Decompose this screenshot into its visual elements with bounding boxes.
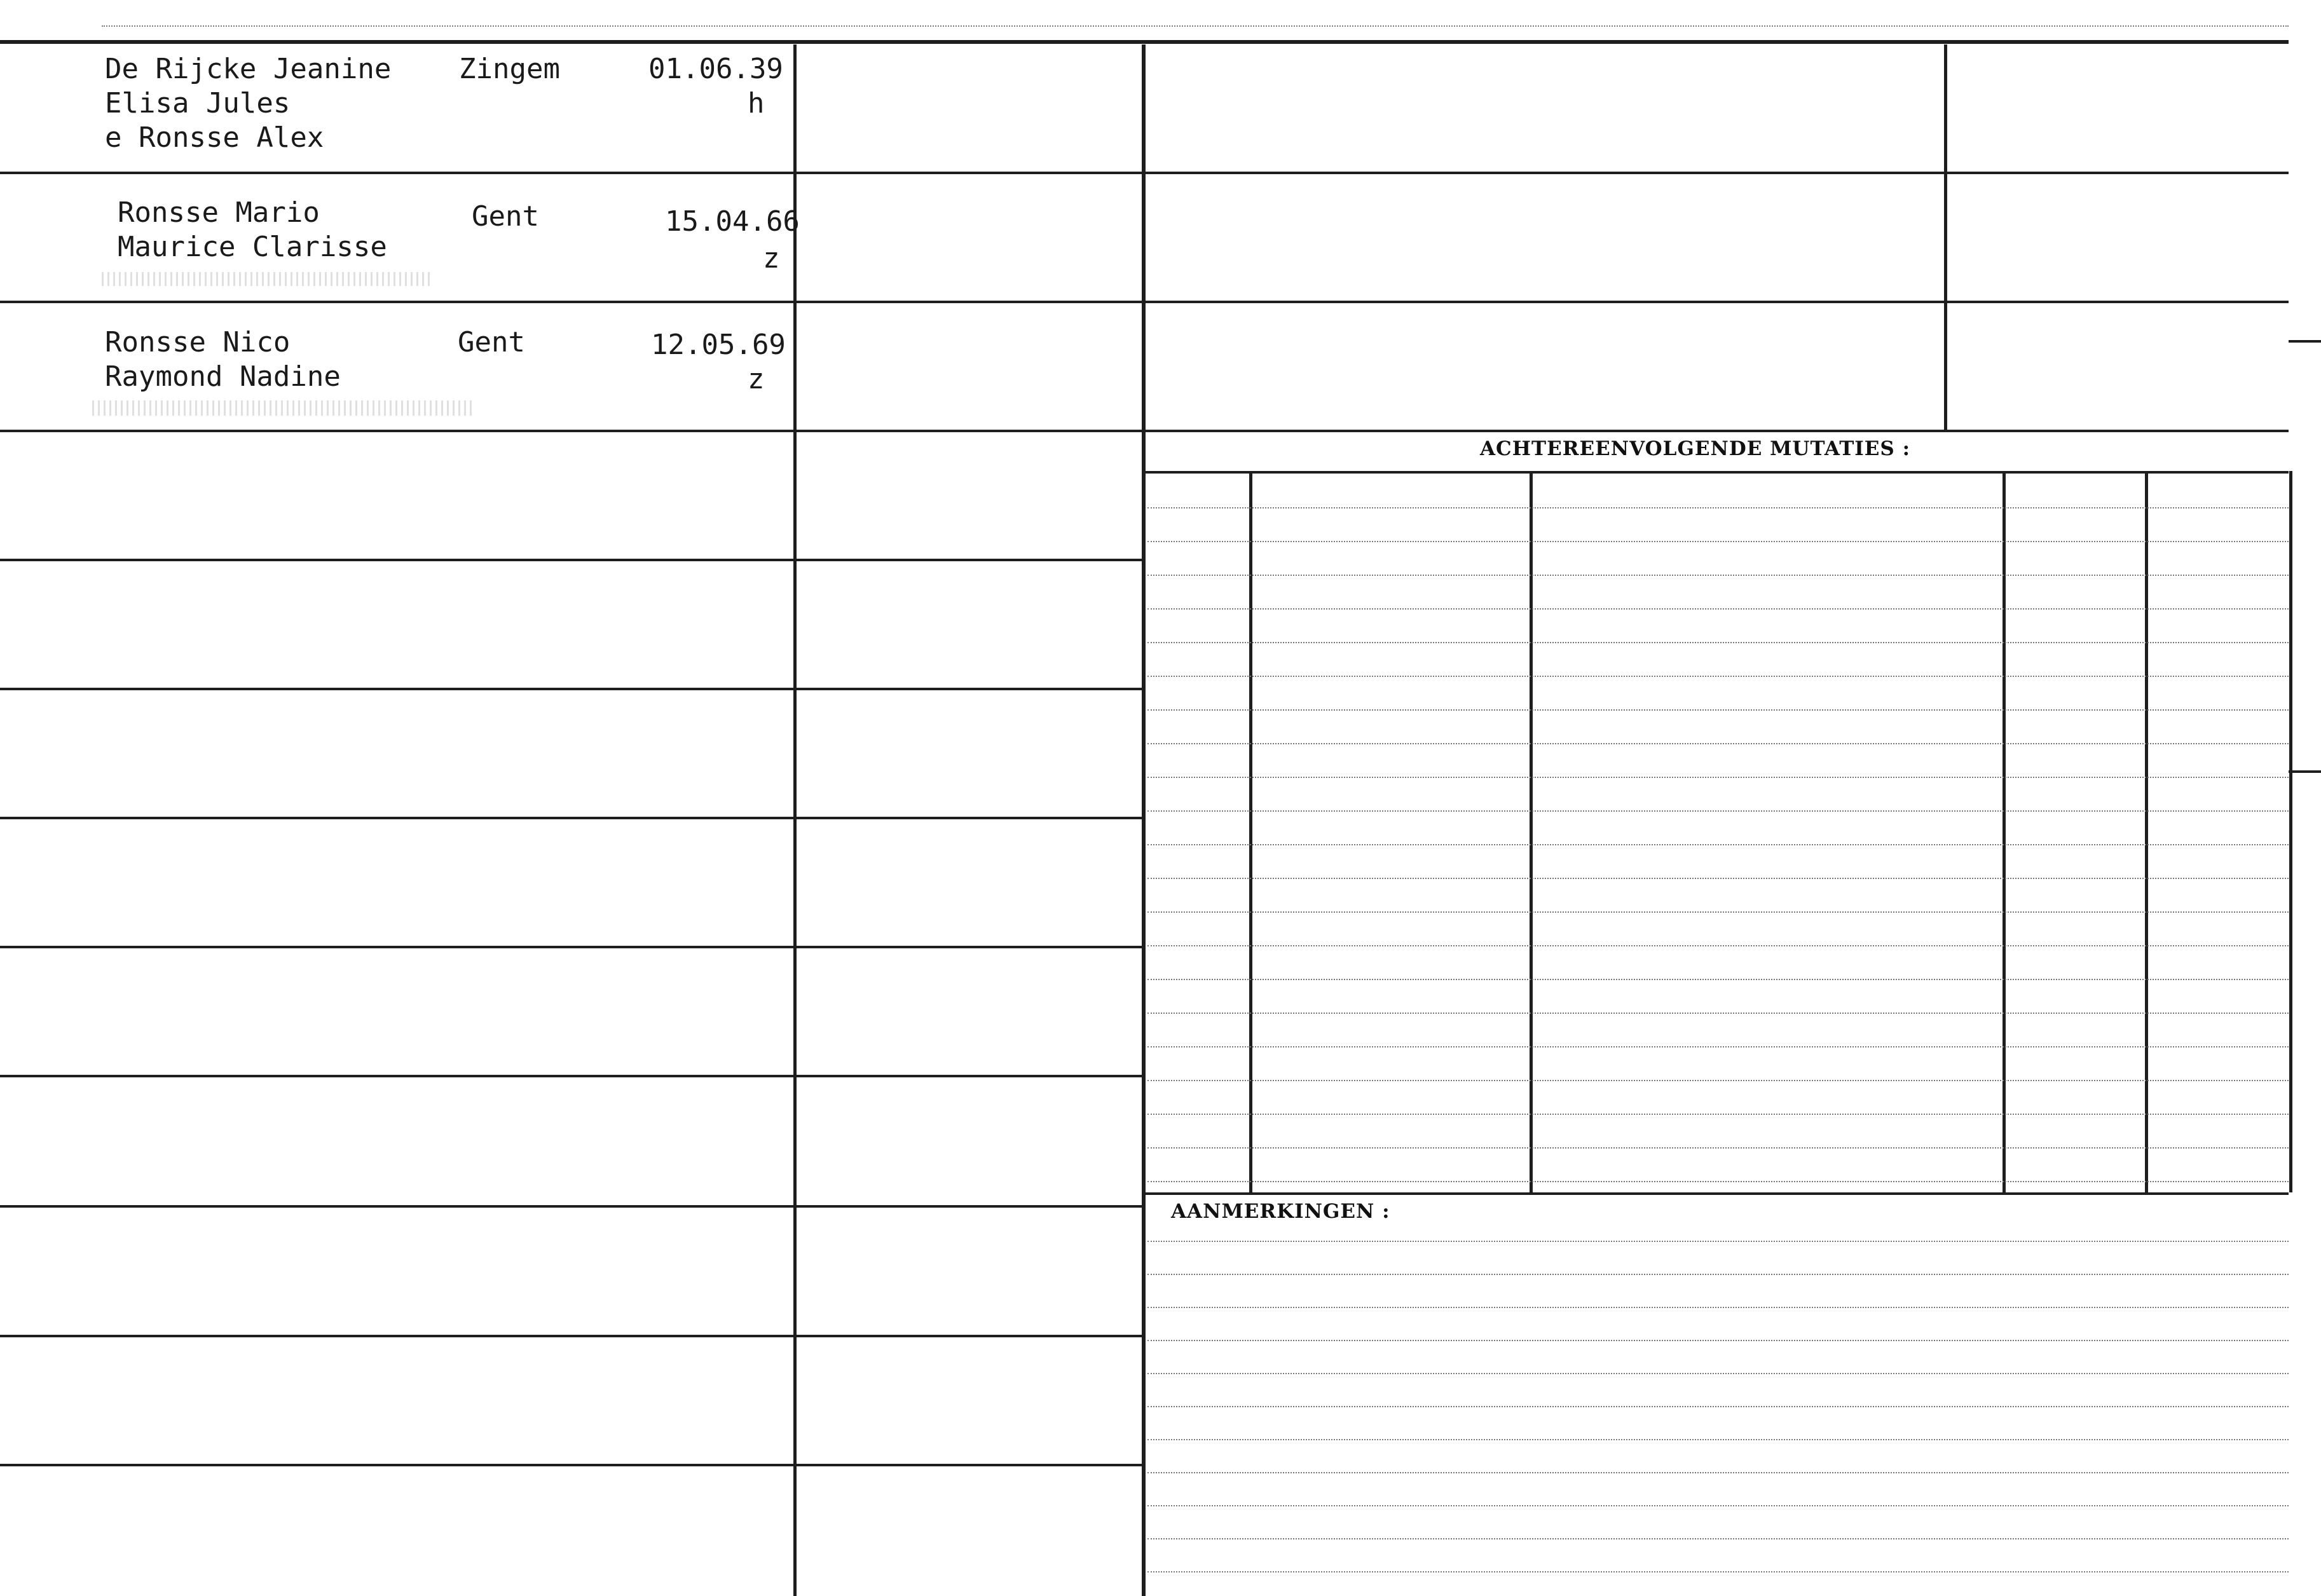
row-line — [0, 172, 1144, 174]
ruled-line — [1147, 1080, 2289, 1081]
record-code: z — [748, 363, 765, 395]
mutations-column-divider — [2145, 471, 2148, 1192]
record-name-line: Ronsse Nico — [105, 326, 291, 358]
record-date: 15.04.66 — [665, 205, 800, 238]
record-name-line: De Rijcke Jeanine — [105, 53, 392, 85]
mutations-table-bottom — [1144, 1192, 2289, 1195]
margin-tick — [2289, 340, 2321, 343]
record-place: Gent — [458, 326, 525, 358]
ruled-line — [1147, 1340, 2289, 1341]
margin-tick — [2289, 770, 2321, 773]
row-line — [0, 1075, 1144, 1077]
ruled-line — [1147, 844, 2289, 845]
mutations-column-divider — [2289, 471, 2292, 1192]
smudged-line — [102, 272, 432, 286]
ruled-line — [1147, 1046, 2289, 1047]
ruled-line — [1147, 945, 2289, 946]
ruled-line — [1147, 575, 2289, 576]
ruled-line — [1147, 878, 2289, 879]
ruled-line — [1147, 1241, 2289, 1242]
ruled-line — [1147, 1505, 2289, 1506]
ruled-line — [1147, 1013, 2289, 1014]
row-line — [0, 688, 1144, 690]
record-name-line: Maurice Clarisse — [118, 231, 387, 263]
ruled-line — [1147, 777, 2289, 778]
record-date: 01.06.39 — [648, 53, 783, 85]
record-name-line: Elisa Jules — [105, 87, 291, 119]
ruled-line — [1147, 676, 2289, 677]
record-code: h — [748, 87, 765, 119]
row-line — [1144, 172, 2289, 174]
mutations-column-divider — [2003, 471, 2006, 1192]
ruled-line — [1147, 1114, 2289, 1115]
record-code: z — [763, 242, 780, 275]
ruled-line — [1147, 1571, 2289, 1572]
row-line — [0, 946, 1144, 948]
ruled-line — [1147, 1181, 2289, 1182]
ruled-line — [1147, 743, 2289, 744]
row-line — [0, 559, 1144, 561]
row-line — [1144, 301, 2289, 303]
smudged-line — [92, 400, 474, 416]
record-place: Zingem — [459, 53, 560, 85]
ruled-line — [1147, 979, 2289, 980]
row-line — [0, 1205, 1144, 1208]
mutations-table-top — [1144, 471, 2289, 474]
row-line — [0, 1335, 1144, 1337]
column-divider-1 — [793, 44, 797, 1596]
column-divider-3 — [1944, 44, 1947, 430]
ruled-line — [1147, 1472, 2289, 1473]
remarks-heading: AANMERKINGEN : — [1171, 1200, 1390, 1223]
ruled-line — [1147, 1307, 2289, 1308]
ruled-line — [1147, 911, 2289, 913]
ruled-line — [1147, 507, 2289, 508]
ruled-line — [1147, 1373, 2289, 1374]
record-name-line: Raymond Nadine — [105, 360, 341, 393]
column-divider-2 — [1142, 44, 1146, 1596]
top-border — [0, 40, 2289, 44]
ruled-line — [1147, 541, 2289, 542]
row-line — [0, 817, 1144, 819]
mutations-column-divider — [1530, 471, 1533, 1192]
ruled-line — [1147, 608, 2289, 610]
ruled-line — [1147, 1274, 2289, 1275]
record-name-line: e Ronsse Alex — [105, 121, 324, 154]
ruled-line — [1147, 1538, 2289, 1539]
row-line — [1144, 430, 2289, 432]
top-edge-line — [102, 25, 2289, 27]
ruled-line — [1147, 642, 2289, 643]
ruled-line — [1147, 1439, 2289, 1440]
record-name-line: Ronsse Mario — [118, 196, 320, 229]
mutations-column-divider — [1249, 471, 1252, 1192]
ruled-line — [1147, 1147, 2289, 1149]
row-line — [0, 1464, 1144, 1466]
row-line — [0, 430, 1144, 432]
record-date: 12.05.69 — [651, 329, 786, 361]
ruled-line — [1147, 810, 2289, 812]
record-place: Gent — [472, 200, 539, 233]
row-line — [0, 301, 1144, 303]
ruled-line — [1147, 1406, 2289, 1407]
mutations-heading: ACHTEREENVOLGENDE MUTATIES : — [1480, 437, 1911, 460]
ruled-line — [1147, 709, 2289, 711]
